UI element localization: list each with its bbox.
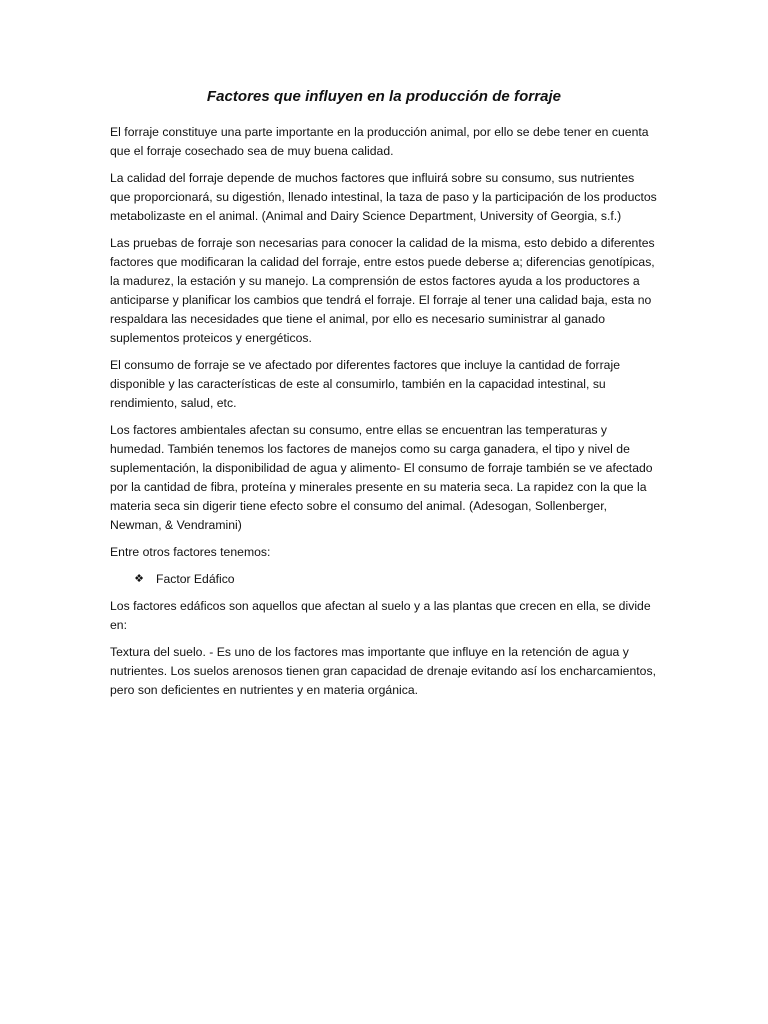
bullet-item-factor-edafico	[110, 570, 658, 589]
paragraph-consumption: El consumo de forraje se ve afectado por diferentes factores que incluye la cantidad de forraje disponible y las características de este al consumirlo, también en la capacidad intestinal, su rendimiento, salud, etc.	[110, 358, 621, 410]
paragraph-soil-texture: Textura del suelo. - Es uno de los factores mas importante que influye en la retención de agua y nutrientes. Los suelos arenosos tienen gran capacidad de drenaje evitando así los encharcamientos, pero son deficientes en nutrientes y en materia orgánica.	[110, 645, 657, 697]
document-title: Factores que influyen en la producción de forraje	[206, 88, 562, 105]
paragraph-other-factors: Entre otros factores tenemos:	[110, 545, 271, 559]
paragraph-quality: La calidad del forraje depende de muchos factores que influirá sobre su consumo, sus nutrientes que proporcionará, su digestión, llenado intestinal, la taza de paso y la participación de los productos metabolizaste en el animal. (Animal and Dairy Science Department, University of Georgia, s.f.)	[110, 171, 657, 223]
paragraph-edaphic: Los factores edáficos son aquellos que afectan al suelo y a las plantas que crecen en ella, se divide en:	[110, 599, 651, 632]
paragraph-tests: Las pruebas de forraje son necesarias para conocer la calidad de la misma, esto debido a diferentes factores que modificaran la calidad del forraje, entre estos puede deberse a; diferencias genotípicas, la madurez, la estación y su manejo. La comprensión de estos factores ayuda a los productores a anticiparse y planificar los cambios que tendrá el forraje. El forraje al tener una calidad baja, esta no respaldara las necesidades que tiene el animal, por ello es necesario suministrar al ganado suplementos proteicos y energéticos.	[110, 236, 655, 345]
paragraph-environmental: Los factores ambientales afectan su consumo, entre ellas se encuentran las temperaturas y humedad. También tenemos los factores de manejos como su carga ganadera, el tipo y nivel de suplementación, la disponibilidad de agua y alimento- El consumo de forraje también se ve afectado por la cantidad de fibra, proteína y minerales presente en su materia seca. La rapidez con la que la materia seca sin digerir tiene efecto sobre el consumo del animal. (Adesogan, Sollenberger, Newman, & Vendramini)	[110, 423, 653, 532]
paragraph-intro: El forraje constituye una parte importante en la producción animal, por ello se debe tener en cuenta que el forraje cosechado sea de muy buena calidad.	[110, 125, 649, 158]
diamond-bullet-icon: ❖	[134, 573, 144, 585]
document-body	[110, 84, 658, 708]
bullet-label: Factor Edáfico	[156, 572, 235, 586]
